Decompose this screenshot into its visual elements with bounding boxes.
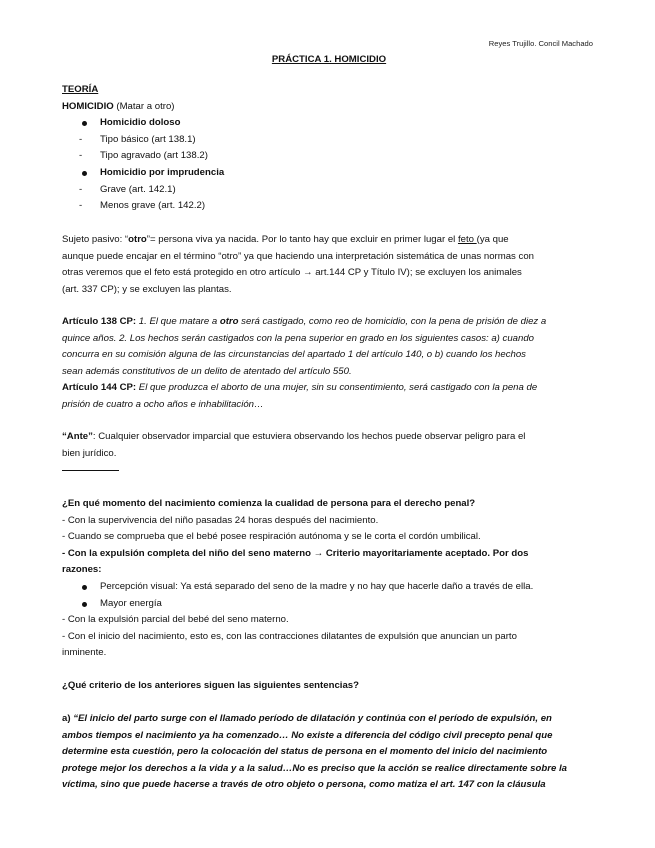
text-line: (art. 337 CP); y se excluyen las plantas. [62,283,232,295]
text-line [62,380,596,397]
dash-marker: - [79,150,83,162]
reason-text: Mayor energía [100,597,162,609]
dash-marker: - [79,200,83,212]
text-line [62,314,596,331]
theory-list-item [62,182,596,199]
otro-term: otro [128,234,147,245]
text-line: aunque puede encajar en el término “otro” ya que haciendo una interpretación sistemática de unas normas con [62,250,534,262]
theory-list-item [62,198,596,215]
option-line: - Cuando se comprueba que el bebé posee respiración autónoma y se le corta el cordón umbilical. [62,531,481,543]
bullet-dot [82,585,87,590]
homicidio-line [62,99,596,116]
text-span: ”= persona viva ya nacida. Por lo tanto hay que excluir en primer lugar el [146,234,458,245]
page-title: PRÁCTICA 1. HOMICIDIO [271,54,387,65]
text-span: El que produzca el aborto de una mujer, sin su consentimiento, será castigado con la pena de [138,382,538,394]
theory-section [62,82,596,215]
feto-term: feto [457,234,477,245]
text-line: concurra en su comisión alguna de las circunstancias del apartado 1 del artículo 140, o b) cuando los hechos [62,349,526,361]
text-line: sean además constitutivos de un delito de atentado del artículo 550. [62,365,352,377]
text-line: protege mejor los derechos a la vida y a la salud…No es preciso que la acción se realice directamente sobre la [62,762,567,774]
question-2-section [62,678,596,695]
theory-heading: TEORÍA [62,84,99,95]
sujeto-pasivo-paragraph [62,232,596,298]
text-line [62,232,596,249]
author-header: Reyes Trujillo. Concil Machado [488,39,593,48]
homicidio-note: (Matar a otro) [113,100,175,112]
text-span: Sujeto pasivo: “ [62,234,129,245]
theory-item-text: Homicidio doloso [100,117,181,129]
otro-term: otro [219,316,239,327]
article-138-paragraph [62,314,596,414]
theory-list-item [62,115,596,132]
option-line: - Con la expulsión parcial del bebé del seno materno. [62,614,289,626]
option-line: - Con la supervivencia del niño pasadas 24 horas después del nacimiento. [62,514,379,526]
dash-marker: - [79,133,83,145]
text-span: : [132,382,139,394]
article-label: Artículo 144 CP [62,382,133,394]
option-line: inminente. [62,647,107,659]
theory-list-item [62,165,596,182]
bullet-dot [82,121,87,126]
text-line: bien jurídico. [62,447,117,459]
theory-item-text: Grave (art. 142.1) [100,183,176,195]
homicidio-label: HOMICIDIO [62,100,114,112]
text-line [62,429,596,446]
separator-line [62,462,596,479]
option-line: - Con la expulsión completa del niño del seno materno → Criterio mayoritariamente aceptado. Por dos [62,547,529,559]
theory-item-text: Menos grave (art. 142.2) [100,200,206,212]
theory-list-item [62,132,596,149]
bullet-dot [82,171,87,176]
question-heading: ¿En qué momento del nacimiento comienza la cualidad de persona para el derecho penal? [62,498,476,509]
text-line: prisión de cuatro a ocho años e inhabilitación… [62,398,264,410]
bullet-dot [82,602,87,607]
reason-item [62,596,596,613]
text-line: otras veremos que el feto está protegido en otro artículo → art.144 CP y Título IV); se excluyen los animales [62,267,522,279]
question-heading: ¿Qué criterio de los anteriores siguen las siguientes sentencias? [62,680,359,691]
text-span: : [132,316,139,327]
sentence-label: a) [62,713,74,724]
reason-item [62,579,596,596]
theory-item-text: Tipo agravado (art 138.2) [100,150,208,162]
sentence-a [62,711,596,794]
text-line: quince años. 2. Los hechos serán castigados con la pena superior en grado en los siguientes casos: a) cuando [62,332,535,344]
text-span: “El inicio del parto surge con el llamado período de dilatación y continúa con el período de expulsión, en [73,713,552,724]
text-span: : Cualquier observador imparcial que estuviera observando los hechos puede observar peligro para el [92,431,526,442]
option-line: razones: [62,564,102,576]
text-line: víctima, sino que puede hacerse a través de otro objeto o persona, como matiza el art. 147 con la cláusula [62,779,546,791]
ante-paragraph [62,429,596,479]
theory-item-text: Homicidio por imprudencia [100,166,225,178]
ante-term: “Ante” [62,431,93,442]
question-1-section [62,496,596,662]
text-line: ambos tiempos el nacimiento ya ha comenzado… No existe a diferencia del código civil precepto penal que [62,729,553,741]
text-line: determine esta cuestión, pero la colocación del status de persona en el momento del inicio del nacimiento [62,746,548,758]
theory-list [62,115,596,215]
option-line: - Con el inicio del nacimiento, esto es, con las contracciones dilatantes de expulsión que anuncian un parto [62,630,517,642]
text-span: (ya que [476,234,509,245]
dash-marker: - [79,183,83,195]
theory-item-text: Tipo básico (art 138.1) [100,133,196,145]
theory-list-item [62,148,596,165]
text-span: será castigado, como reo de homicidio, con la pena de prisión de diez a [238,316,547,327]
text-span: 1. El que matare a [138,316,220,327]
article-label: Artículo 138 CP [62,316,133,327]
text-line [62,711,596,728]
reason-text: Percepción visual: Ya está separado del seno de la madre y no hay que hacerle daño a través de ella. [100,580,534,592]
